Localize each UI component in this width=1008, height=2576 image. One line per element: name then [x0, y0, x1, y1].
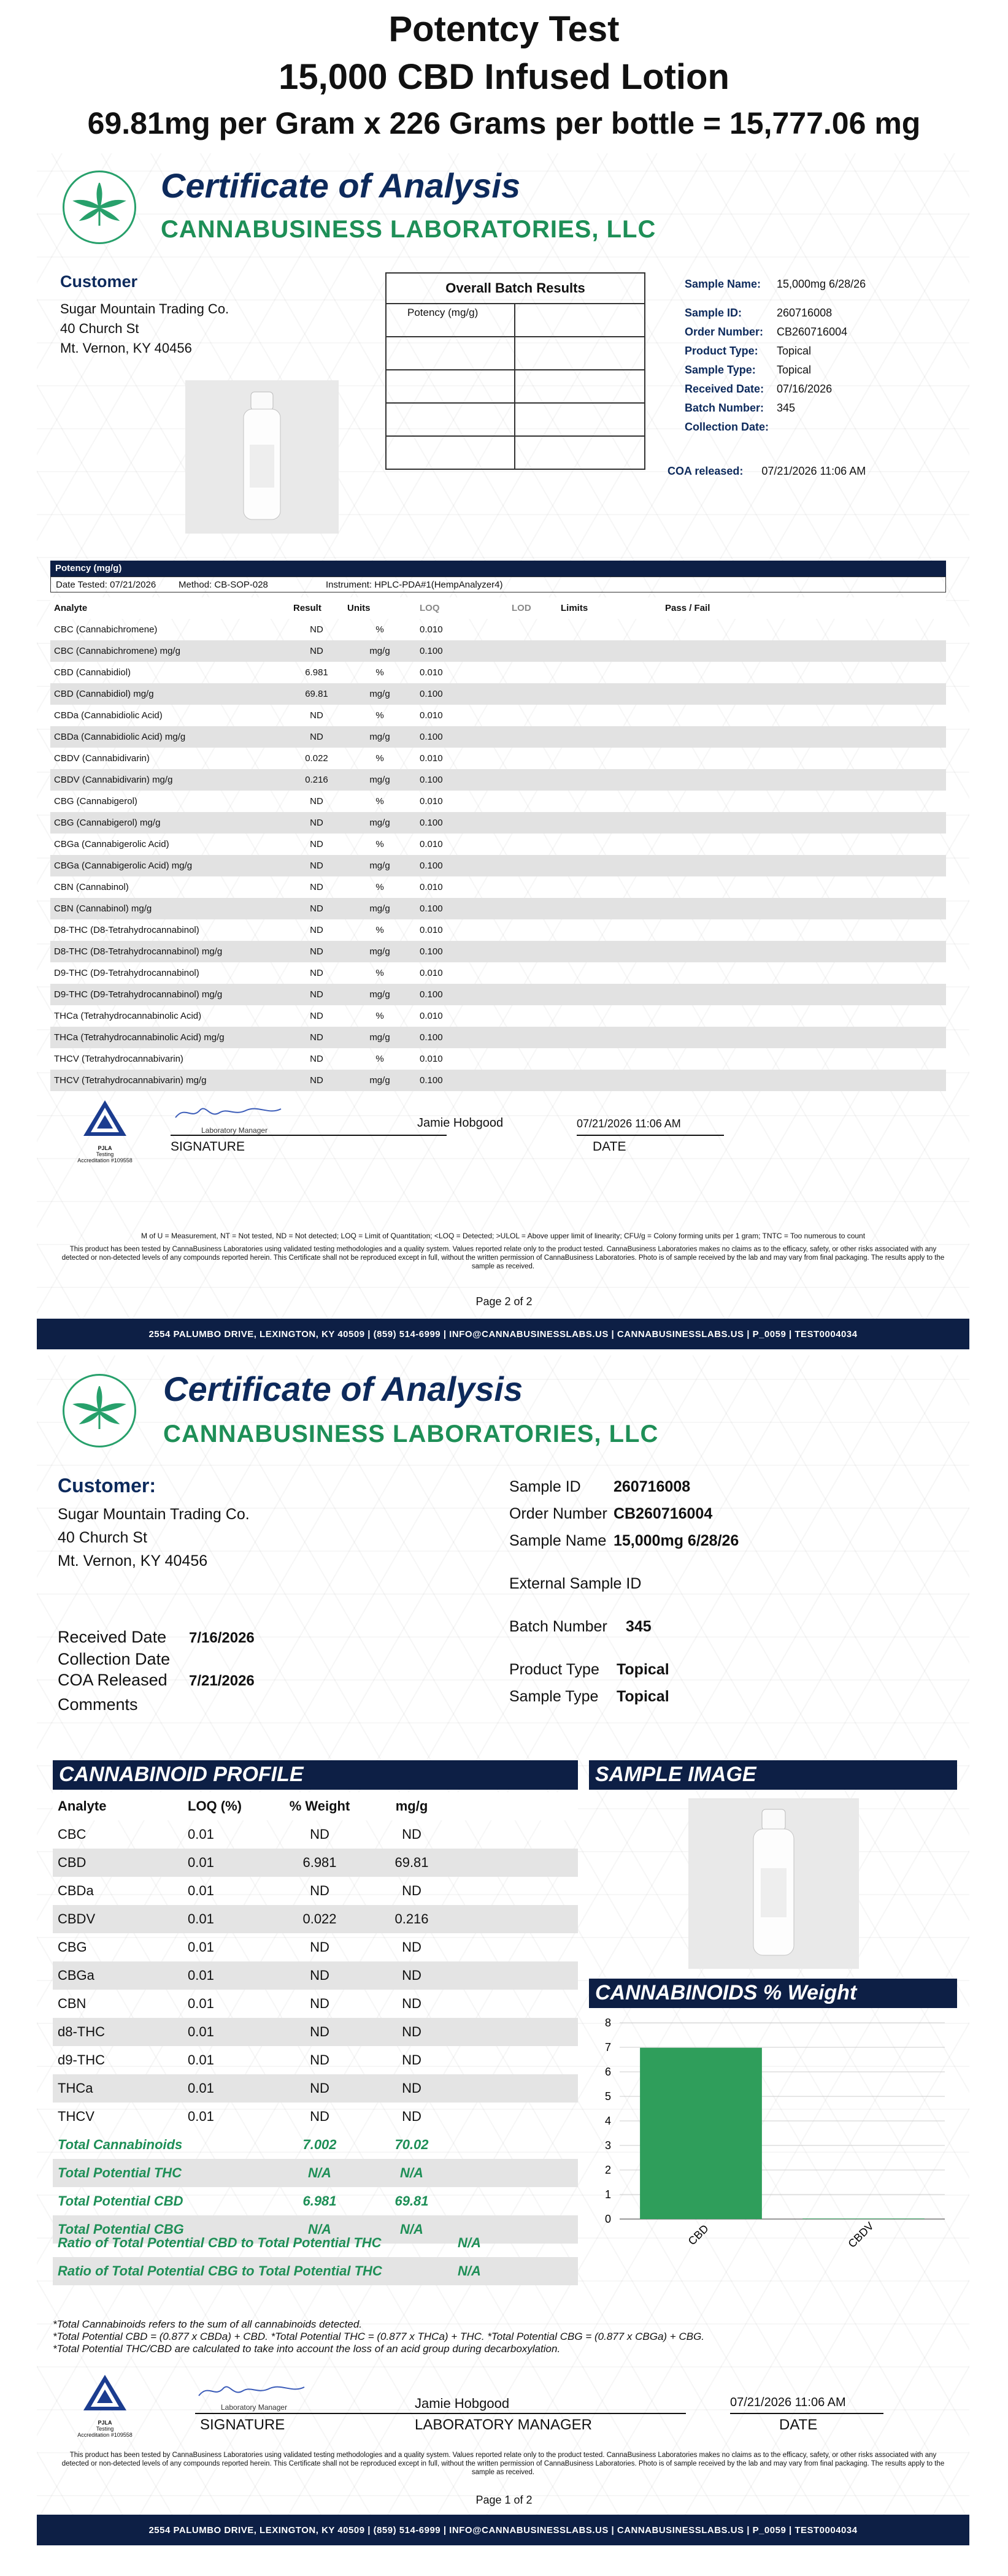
customer-label: Customer — [60, 272, 138, 291]
profile-row: CBGa 0.01 ND ND — [53, 1961, 578, 1990]
sample-image-header: SAMPLE IMAGE — [589, 1760, 957, 1790]
signature-label: SIGNATURE — [171, 1140, 245, 1154]
customer-city: Mt. Vernon, KY 40456 — [60, 340, 192, 356]
customer-address-page1: Sugar Mountain Trading Co. 40 Church St Mt. Vernon, KY 40456 — [58, 1506, 250, 1570]
legend-text: M of U = Measurement, NT = Not tested, ND = Not detected; LOQ = Limit of Quantitation; <LOQ = Detected; >ULOL = Above upper limit of linearity; CFU/g = Colony forming units per 1 gram; TNTC = Too numerous to count — [140, 1232, 866, 1240]
y-tick-label: 1 — [604, 2188, 611, 2201]
y-tick-label: 5 — [604, 2090, 611, 2103]
header-calculation: 69.81mg per Gram x 226 Grams per bottle = 15,777.06 mg — [87, 106, 921, 140]
potency-row: THCa (Tetrahydrocannabinolic Acid) ND % 0.010 — [54, 1011, 443, 1021]
sample-info: Sample Name: 15,000mg 6/28/26 Sample ID: 260716008 Order Number: CB260716004 Product Type: Topical Sample Type: Topical Received Date: 07/16/2026 Batch Number: 345 Collection Date: — [685, 278, 866, 433]
coa-title-page1: Certificate of Analysis — [163, 1370, 523, 1408]
potency-header-bar: Potency (mg/g) — [50, 561, 946, 577]
total-row: Total Potential CBD 6.981 69.81 — [58, 2193, 429, 2209]
date-label: DATE — [593, 1140, 626, 1154]
potency-row: CBDa (Cannabidiolic Acid) ND % 0.010 — [54, 710, 443, 721]
footer-bar-page1: 2554 PALUMBO DRIVE, LEXINGTON, KY 40509 | (859) 514-6999 | INFO@CANNABUSINESSLABS.US | CANNABUSINESSLABS.US | P_0059 | TEST0004034 — [37, 2515, 969, 2545]
profile-row: THCa 0.01 ND ND — [53, 2074, 578, 2103]
y-tick-label: 2 — [604, 2164, 611, 2176]
pjla-accreditation-logo-icon: PJLA Testing Accreditation #109558 — [77, 1099, 133, 1163]
sign-date-page1: 07/21/2026 11:06 AM — [730, 2396, 846, 2409]
lab-manager-label: LABORATORY MANAGER — [415, 2417, 592, 2433]
potency-row: CBN (Cannabinol) ND % 0.010 — [54, 882, 443, 892]
potency-row: CBDV (Cannabidivarin) mg/g 0.216 mg/g 0.100 — [50, 769, 946, 791]
note-decarboxylation: *Total Potential THC/CBD are calculated to take into account the loss of an acid group during decarboxylation. — [53, 2343, 561, 2355]
chart-header: CANNABINOIDS % Weight — [589, 1979, 957, 2008]
ratio-row: Ratio of Total Potential CBD to Total Potential THC N/A — [58, 2235, 481, 2250]
signer-name-page1: Jamie Hobgood — [415, 2396, 510, 2411]
sample-photo-page1 — [688, 1798, 859, 1969]
profile-row: CBC 0.01 ND ND — [58, 1827, 421, 1842]
signature-scribble — [173, 1102, 283, 1125]
y-tick-label: 6 — [604, 2066, 611, 2078]
y-tick-label: 0 — [604, 2213, 611, 2225]
customer-label-page1: Customer: — [58, 1474, 156, 1497]
total-row: Total Cannabinoids 7.002 70.02 — [58, 2137, 429, 2152]
disclaimer-text-page1: This product has been tested by CannaBusiness Laboratories using validated testing methodologies and a quality system. Values reported relate only to the product tested. CannaBusiness Laboratories makes no claims as to the efficacy, safety, or other risks associated with any detected or non-detected levels of any compounds reported herein. This Certificate shall not be reproduced except in full, without the written permission of CannaBusiness Laboratories. Photo is of sample received by the lab and may vary from final packaging. The results apply to the sample as received. — [61, 2451, 945, 2476]
potency-row: CBGa (Cannabigerolic Acid) ND % 0.010 — [54, 839, 443, 849]
profile-row: CBDV 0.01 0.022 0.216 — [53, 1905, 578, 1933]
disclaimer-text: This product has been tested by CannaBusiness Laboratories using validated testing methodologies and a quality system. Values reported relate only to the product tested. CannaBusiness Laboratories makes no claims as to the efficacy, safety, or other risks associated with any detected or non-detected levels of any compounds reported herein. This Certificate shall not be reproduced except in full, without the written permission of CannaBusiness Laboratories. Photo is of sample received by the lab and may vary from final packaging. The results apply to the sample as received. — [61, 1246, 945, 1270]
profile-row: CBG 0.01 ND ND — [58, 1939, 421, 1955]
total-row: Total Potential THC N/A N/A — [53, 2159, 578, 2187]
coa-title: Certificate of Analysis — [161, 166, 521, 205]
y-tick-label: 3 — [604, 2139, 611, 2152]
potency-row: D9-THC (D9-Tetrahydrocannabinol) ND % 0.010 — [54, 968, 443, 978]
date-label-page1: DATE — [779, 2417, 818, 2433]
lab-manager-caption: Laboratory Manager — [201, 1126, 268, 1135]
page-number: Page 2 of 2 — [475, 1295, 533, 1308]
formula-notes — [53, 2318, 704, 2355]
potency-row: CBN (Cannabinol) mg/g ND mg/g 0.100 — [50, 898, 946, 919]
y-tick-label: 8 — [604, 2017, 611, 2029]
pjla-accreditation-logo-icon: PJLA Testing Accreditation #109558 — [77, 2374, 133, 2438]
signature-scribble-page1 — [196, 2380, 307, 2403]
overall-batch-title: Overall Batch Results — [387, 274, 644, 304]
x-tick-label: CBDV — [845, 2220, 877, 2250]
customer-address — [60, 299, 229, 358]
customer-street: 40 Church St — [60, 321, 139, 336]
footer-bar: 2554 PALUMBO DRIVE, LEXINGTON, KY 40509 | (859) 514-6999 | INFO@CANNABUSINESSLABS.US | CANNABUSINESSLABS.US | P_0059 | TEST0004034 — [37, 1319, 969, 1349]
sign-date: 07/21/2026 11:06 AM — [577, 1117, 681, 1130]
profile-row: THCV 0.01 ND ND — [58, 2109, 421, 2124]
potency-row: THCV (Tetrahydrocannabivarin) ND % 0.010 — [54, 1054, 443, 1064]
overall-batch-results-box — [385, 272, 645, 470]
sample-photo — [185, 380, 339, 534]
header-product: 15,000 CBD Infused Lotion — [279, 57, 729, 97]
potency-row: CBC (Cannabichromene) mg/g ND mg/g 0.100 — [50, 640, 946, 662]
profile-row: CBD 0.01 6.981 69.81 — [53, 1849, 578, 1877]
profile-row: d8-THC 0.01 ND ND — [53, 2018, 578, 2046]
potency-test-info: Date Tested: 07/21/2026 Method: CB-SOP-028 Instrument: HPLC-PDA#1(HempAnalyzer4) — [50, 577, 946, 592]
y-tick-label: 4 — [604, 2115, 611, 2127]
potency-column-label: Potency (mg/g) — [387, 304, 515, 337]
bar-cbd — [640, 2048, 762, 2219]
signer-name: Jamie Hobgood — [417, 1116, 504, 1130]
note-total-cannabinoids: *Total Cannabinoids refers to the sum of all cannabinoids detected. — [53, 2318, 363, 2330]
x-tick-label: CBD — [685, 2222, 711, 2248]
signature-label-page1: SIGNATURE — [200, 2417, 285, 2433]
note-formulas: *Total Potential CBD = (0.877 x CBDa) + CBD. *Total Potential THC = (0.877 x THCa) + THC. *Total Potential CBG = (0.877 x CBGa) + CBG. — [53, 2331, 705, 2342]
potency-row: CBG (Cannabigerol) ND % 0.010 — [54, 796, 443, 807]
potency-row: THCa (Tetrahydrocannabinolic Acid) mg/g ND mg/g 0.100 — [50, 1027, 946, 1048]
potency-row: CBDa (Cannabidiolic Acid) mg/g ND mg/g 0.100 — [50, 726, 946, 748]
page-number-page1: Page 1 of 2 — [475, 2494, 533, 2506]
dates-page1: Received Date 7/16/2026 Collection Date COA Released 7/21/2026 Comments — [58, 1628, 255, 1714]
potency-row: D9-THC (D9-Tetrahydrocannabinol) mg/g ND mg/g 0.100 — [50, 984, 946, 1005]
sample-details-page1: Sample ID 260716008 Order Number CB260716004 Sample Name 15,000mg 6/28/26 External Sample ID Batch Number 345 Product Type Topical Sample Type Topical — [509, 1478, 739, 1705]
customer-name: Sugar Mountain Trading Co. — [60, 301, 229, 316]
lab-name: CANNABUSINESS LABORATORIES, LLC — [161, 216, 656, 243]
profile-row: d9-THC 0.01 ND ND — [58, 2052, 421, 2068]
potency-row: CBD (Cannabidiol) mg/g 69.81 mg/g 0.100 — [50, 683, 946, 705]
potency-row: CBC (Cannabichromene) ND % 0.010 — [54, 624, 443, 635]
profile-row: CBN 0.01 ND ND — [58, 1996, 421, 2011]
total-row: Total Potential CBG N/A N/A — [53, 2215, 578, 2244]
cannabis-leaf-logo-icon — [63, 1374, 136, 1447]
cannabis-leaf-logo-icon — [63, 171, 136, 244]
potency-row: D8-THC (D8-Tetrahydrocannabinol) ND % 0.010 — [54, 925, 443, 935]
profile-row: CBDa 0.01 ND ND — [58, 1883, 421, 1898]
cannabinoid-profile-table: Analyte LOQ (%) % Weight mg/g CBC 0.01 ND ND CBD 0.01 6.981 69.81 CBDa 0.01 ND ND CBDV 0.01 0.022 0.216 CBG 0.01 ND ND CBGa 0.01 ND ND CBN 0.01 ND ND d8-THC 0.01 ND ND d9-THC 0.01 ND ND THCa 0.01 ND ND THCV 0.01 ND ND Total Cannabinoids 7.002 70.02 Total Potential THC N/A N/A Total Potential CBD 6.981 69.81 Total Potential CBG N/A N/A — [53, 1792, 578, 2244]
cannabinoid-profile-header: CANNABINOID PROFILE — [53, 1760, 578, 1790]
coa-released: COA released: 07/21/2026 11:06 AM — [668, 465, 866, 477]
lab-manager-caption-page1: Laboratory Manager — [221, 2403, 288, 2412]
potency-row: D8-THC (D8-Tetrahydrocannabinol) mg/g ND mg/g 0.100 — [50, 941, 946, 962]
header-title: Potentcy Test — [388, 9, 620, 49]
ratio-row: Ratio of Total Potential CBG to Total Potential THC N/A — [53, 2257, 578, 2285]
potency-row: CBDV (Cannabidivarin) 0.022 % 0.010 — [54, 753, 443, 764]
potency-row: CBG (Cannabigerol) mg/g ND mg/g 0.100 — [50, 812, 946, 834]
potency-row: CBD (Cannabidiol) 6.981 % 0.010 — [54, 667, 443, 678]
potency-row: THCV (Tetrahydrocannabivarin) mg/g ND mg/g 0.100 — [50, 1070, 946, 1091]
potency-table: Analyte Result Units LOQ LOD Limits Pass / Fail CBC (Cannabichromene) ND % 0.010 CBC (Cannabichromene) mg/g ND mg/g 0.100 CBD (Cannabidiol) 6.981 % 0.010 CBD (Cannabidiol) mg/g 69.81 mg/g 0.100 CBDa (Cannabidiolic Acid) ND % 0.010 CBDa (Cannabidiolic Acid) mg/g ND mg/g 0.100 CBDV (Cannabidivarin) 0.022 % 0.010 CBDV (Cannabidivarin) mg/g 0.216 mg/g 0.100 CBG (Cannabigerol) ND % 0.010 CBG (Cannabigerol) mg/g ND mg/g 0.100 CBGa (Cannabigerolic Acid) ND % 0.010 CBGa (Cannabigerolic Acid) mg/g ND mg/g 0.100 CBN (Cannabinol) ND % 0.010 CBN (Cannabinol) mg/g ND mg/g 0.100 D8-THC (D8-Tetrahydrocannabinol) ND % 0.010 D8-THC (D8-Tetrahydrocannabinol) mg/g ND mg/g 0.100 D9-THC (D9-Tetrahydrocannabinol) ND % 0.010 D9-THC (D9-Tetrahydrocannabinol) mg/g ND mg/g 0.100 THCa (Tetrahydrocannabinolic Acid) ND % 0.010 THCa (Tetrahydrocannabinolic Acid) mg/g ND mg/g 0.100 THCV (Tetrahydrocannabivarin) ND % 0.010 THCV (Tetrahydrocannabivarin) mg/g ND mg/g 0.100 — [50, 597, 946, 1091]
cannabinoids-weight-chart — [589, 2011, 957, 2268]
potency-row: CBGa (Cannabigerolic Acid) mg/g ND mg/g 0.100 — [50, 855, 946, 876]
y-tick-label: 7 — [604, 2041, 611, 2053]
bar-cbdv — [802, 2218, 925, 2219]
ratio-table — [53, 2229, 578, 2285]
lab-name-page1: CANNABUSINESS LABORATORIES, LLC — [163, 1420, 659, 1447]
